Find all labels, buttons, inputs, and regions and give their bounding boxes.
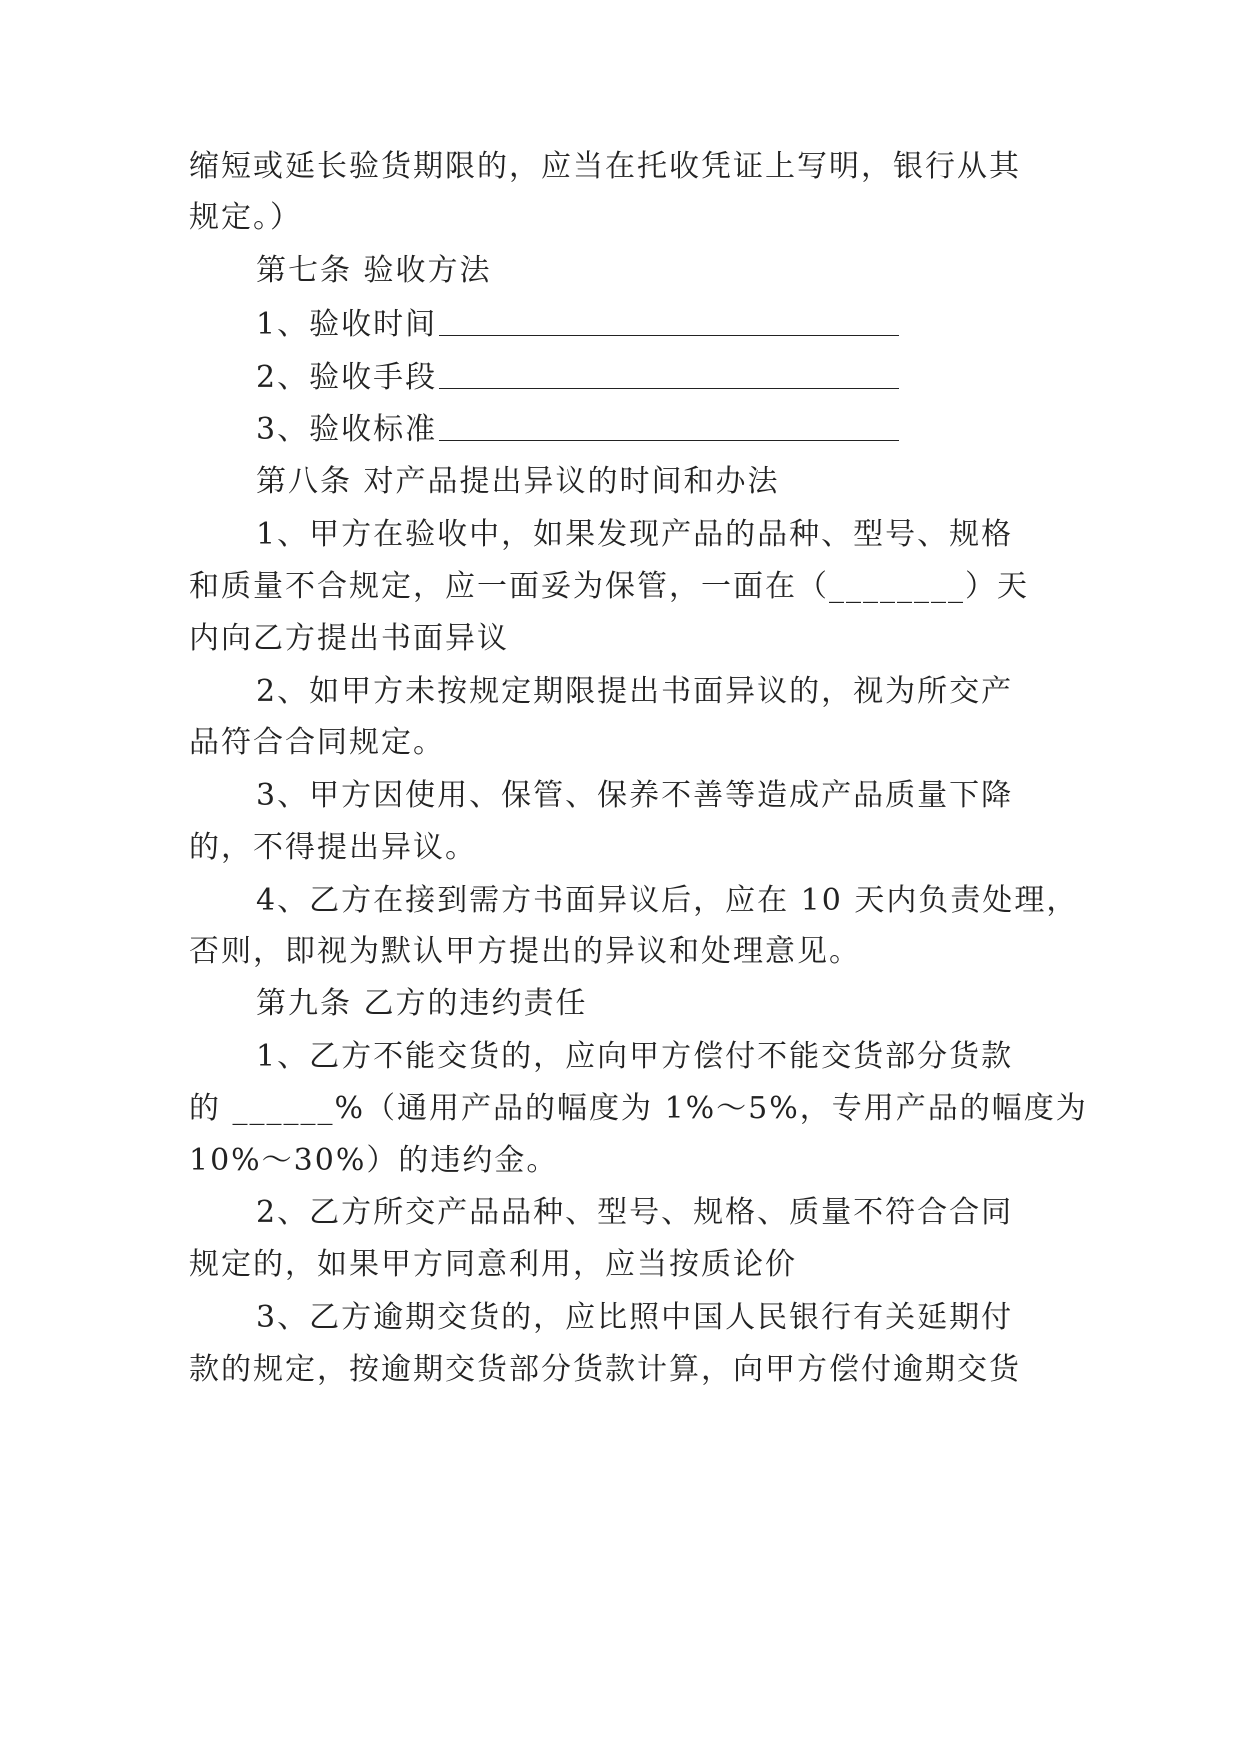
paragraph-line: 3、乙方逾期交货的，应比照中国人民银行有关延期付 [256, 1300, 1014, 1335]
paragraph-line: 的 ______%（通用产品的幅度为 1%～5%，专用产品的幅度为 [189, 1091, 1088, 1126]
fill-in-blank[interactable] [439, 387, 899, 389]
paragraph-line: 4、乙方在接到需方书面异议后，应在 10 天内负责处理， [256, 883, 1079, 918]
fill-in-blank[interactable] [439, 439, 899, 441]
paragraph-line: 和质量不合规定，应一面妥为保管，一面在（________）天 [189, 569, 1029, 604]
paragraph-line: 2、乙方所交产品品种、型号、规格、质量不符合合同 [256, 1195, 1014, 1230]
paragraph-line: 3、甲方因使用、保管、保养不善等造成产品质量下降 [256, 778, 1014, 813]
paragraph-line: 内向乙方提出书面异议 [189, 621, 509, 656]
paragraph-line: 2、如甲方未按规定期限提出书面异议的，视为所交产 [256, 674, 1014, 709]
inspection-time-item [256, 307, 899, 342]
paragraph-line: 款的规定，按逾期交货部分货款计算，向甲方偿付逾期交货 [189, 1352, 1021, 1387]
item-label: 3、验收标准 [256, 412, 438, 447]
paragraph-line: 缩短或延长验货期限的，应当在托收凭证上写明，银行从其 [189, 149, 1021, 184]
section-heading: 第七条 验收方法 [256, 253, 492, 288]
paragraph-line: 1、乙方不能交货的，应向甲方偿付不能交货部分货款 [256, 1039, 1014, 1074]
item-label: 1、验收时间 [256, 307, 438, 342]
item-label: 2、验收手段 [256, 360, 438, 395]
inspection-standard-item [256, 412, 899, 447]
paragraph-line: 规定。） [189, 200, 302, 235]
paragraph-line: 品符合合同规定。 [189, 725, 445, 760]
paragraph-line: 的，不得提出异议。 [189, 830, 477, 865]
section-heading: 第九条 乙方的违约责任 [256, 986, 588, 1021]
fill-in-blank[interactable] [439, 334, 899, 336]
section-heading: 第八条 对产品提出异议的时间和办法 [256, 464, 780, 499]
paragraph-line: 1、甲方在验收中，如果发现产品的品种、型号、规格 [256, 517, 1014, 552]
paragraph-line: 否则，即视为默认甲方提出的异议和处理意见。 [189, 934, 861, 969]
paragraph-line: 10%～30%）的违约金。 [189, 1143, 559, 1178]
inspection-means-item [256, 360, 899, 395]
paragraph-line: 规定的，如果甲方同意利用，应当按质论价 [189, 1247, 797, 1282]
